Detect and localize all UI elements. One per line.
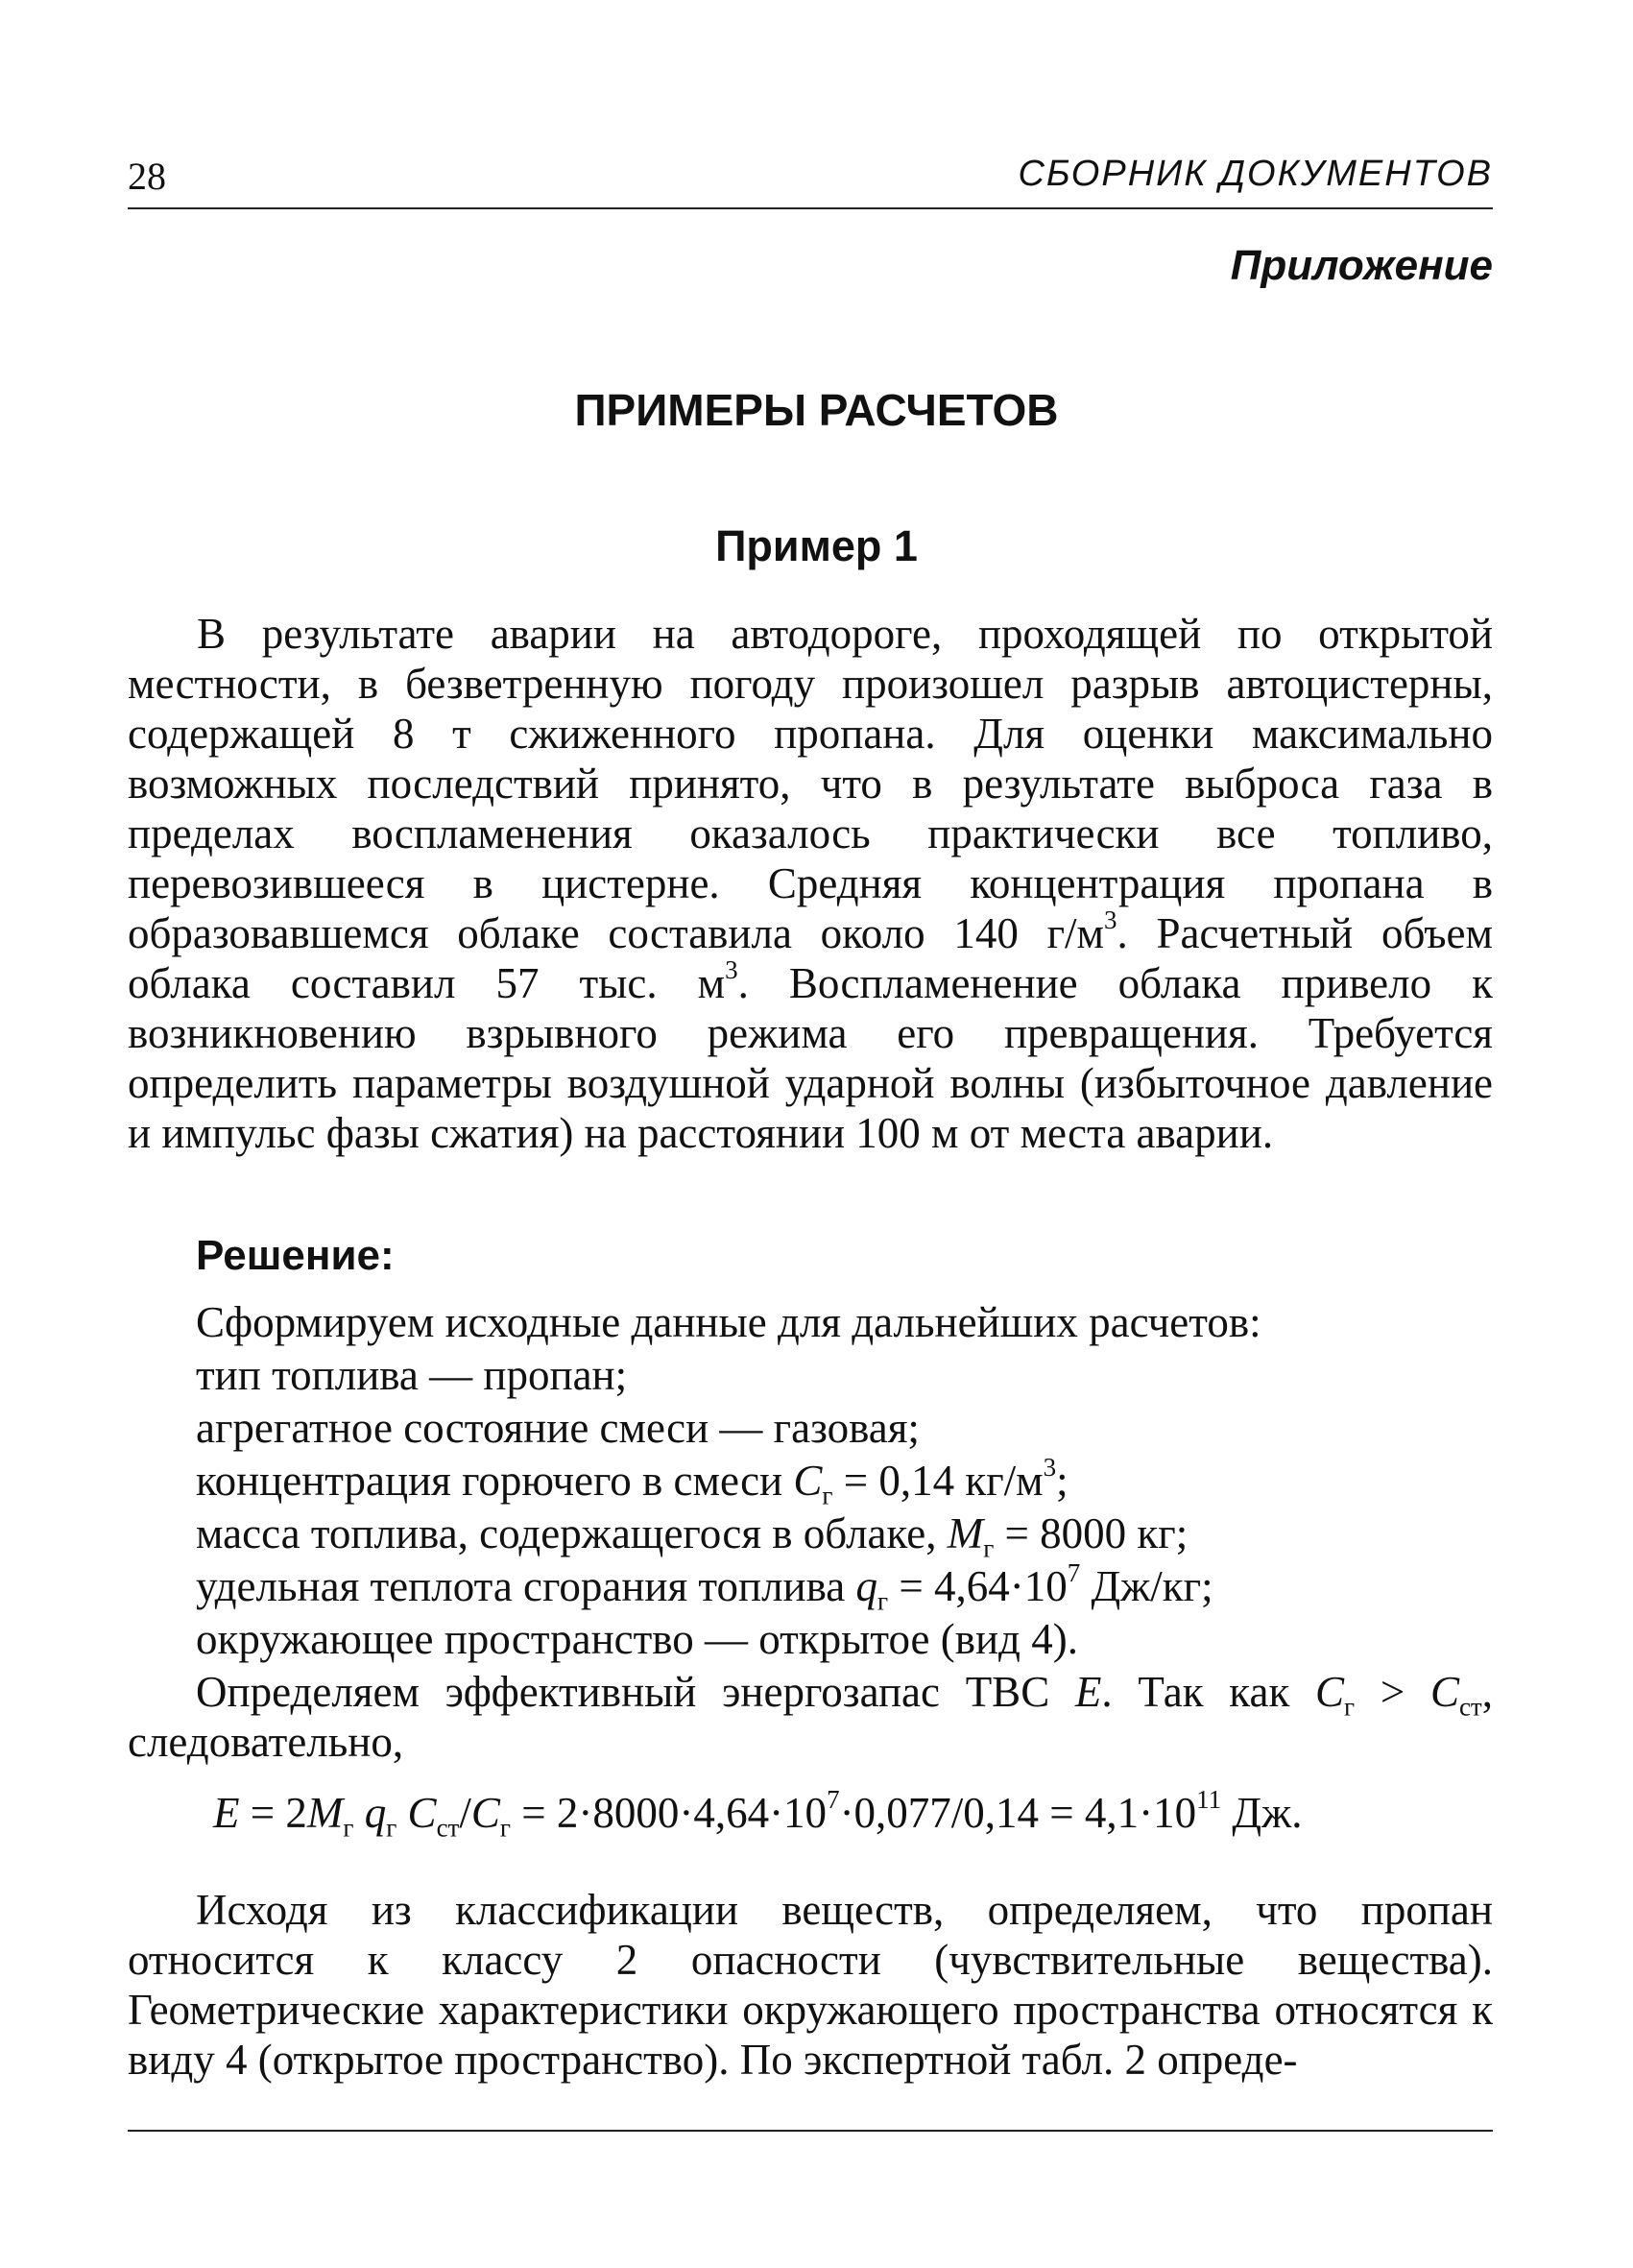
intro-paragraph: В результате аварии на автодороге, проходящей по открытой местности, в безветренную погоду произошел разрыв автоцистерны, содержащей 8 т сжиженного пропана. Для оценки максимально возможных последствий принято, что в результате выброса газа в пределах воспламенения оказалось практически все топливо, перевозившееся в цистерне. Средняя концентрация пропана в образовавшемся облаке составила около 140 $г/м^3$. Расчетный объем облака составил 57 тыс. $м^3$. Воспламенение облака привело к возникновению взрывного режима его превращения. Требуется определить параметры воздушной ударной волны (избыточное давление и импульс фазы сжатия) на расстоянии 100 м от места аварии. xyxy=(128,610,1493,1157)
list-lead: Сформируем исходные данные для дальнейших расчетов: xyxy=(196,1298,1261,1346)
section-title: ПРИМЕРЫ РАСЧЕТОВ xyxy=(574,385,1059,435)
running-title: СБОРНИК ДОКУМЕНТОВ xyxy=(1018,154,1493,194)
solution-heading: Решение: xyxy=(196,1232,395,1279)
energy-formula: $E = 2M_г$ $q_г$ $C_{ст}/C_г = 2\cdot 8000\cdot 4,64\cdot 10^7\cdot 0,077/0,14 = 4,1\cdot 10^{11}$ Дж. xyxy=(213,1784,1303,1843)
list-item-fuel-type: тип топлива — пропан; xyxy=(196,1351,628,1399)
list-item-concentration: концентрация горючего в смеси $C_г = 0,14$ $кг/м^3$; xyxy=(196,1452,1069,1510)
list-item-fuel-mass: масса топлива, содержащегося в облаке, $M_г = 8000$ кг; xyxy=(196,1509,1189,1563)
list-item-surroundings: окружающее пространство — открытое (вид 4). xyxy=(196,1615,1078,1663)
input-data-list xyxy=(196,1296,1493,1666)
list-item-aggregate-state: агрегатное состояние смеси — газовая; xyxy=(196,1404,920,1452)
footer-rule xyxy=(128,2130,1493,2132)
conclusion-paragraph: Исходя из классификации веществ, определяем, что пропан относится к классу 2 опасности (чувствительные вещества). Геометрические характеристики окружающего пространства относятся к виду 4 (открытое пространство). По экспертной табл. 2 опреде- xyxy=(128,1886,1493,2084)
running-head xyxy=(128,154,1493,209)
example-title: Пример 1 xyxy=(715,521,918,570)
list-item-heat-of-combustion: удельная теплота сгорания топлива $q_г = 4,64\cdot 10^7$ Дж/кг; xyxy=(196,1557,1213,1616)
page-number: 28 xyxy=(128,155,166,198)
effective-energy-paragraph: Определяем эффективный энергозапас ТВС E. Так как $C_г > C_{ст}$, следовательно, xyxy=(128,1668,1493,1766)
appendix-label: Приложение xyxy=(1230,242,1493,289)
